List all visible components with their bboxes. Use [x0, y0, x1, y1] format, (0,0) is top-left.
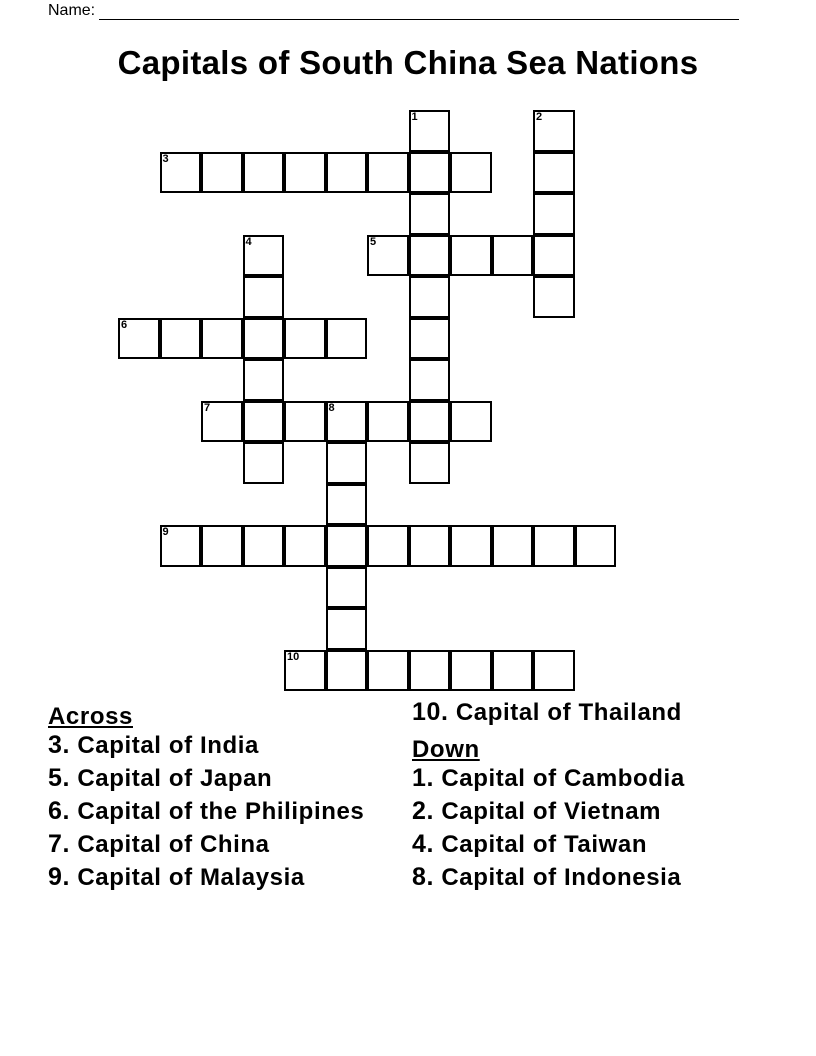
grid-cell[interactable]: [409, 152, 451, 194]
clue-number: 9.: [48, 863, 71, 891]
clue-number: 3.: [48, 731, 71, 759]
clue-text: Capital of Taiwan: [441, 831, 648, 858]
grid-cell[interactable]: [160, 318, 202, 360]
grid-cell[interactable]: [243, 276, 285, 318]
grid-cell[interactable]: [243, 152, 285, 194]
grid-cell[interactable]: [326, 401, 368, 443]
grid-cell[interactable]: [284, 318, 326, 360]
clue-item: [48, 832, 388, 857]
grid-cell[interactable]: [326, 650, 368, 692]
grid-cell[interactable]: [409, 359, 451, 401]
clue-text: Capital of Indonesia: [441, 864, 682, 891]
grid-cell[interactable]: [492, 235, 534, 277]
grid-cell[interactable]: [243, 235, 285, 277]
name-label: Name:: [48, 2, 96, 19]
grid-cell[interactable]: [409, 650, 451, 692]
clue-number: 7.: [48, 830, 71, 858]
clue-number: 10.: [412, 698, 449, 726]
grid-cell[interactable]: [284, 650, 326, 692]
clue-item: [48, 799, 388, 824]
clue-number-label: 9: [162, 526, 169, 538]
grid-cell[interactable]: [284, 152, 326, 194]
grid-cell[interactable]: [533, 152, 575, 194]
clue-text: Capital of Malaysia: [77, 864, 305, 891]
grid-cell[interactable]: [367, 525, 409, 567]
grid-cell[interactable]: [367, 401, 409, 443]
grid-cell[interactable]: [284, 525, 326, 567]
grid-cell[interactable]: [243, 318, 285, 360]
clue-number: 6.: [48, 797, 71, 825]
clue-item: [48, 766, 388, 791]
clue-number: 5.: [48, 764, 71, 792]
grid-cell[interactable]: [326, 608, 368, 650]
grid-cell[interactable]: [409, 235, 451, 277]
grid-cell[interactable]: [326, 152, 368, 194]
grid-cell[interactable]: [409, 401, 451, 443]
clue-number-label: 5: [370, 235, 377, 248]
clue-number-label: 1: [411, 111, 418, 123]
clue-number: 1.: [412, 764, 435, 792]
grid-cell[interactable]: [409, 110, 451, 152]
clue-number: 4.: [412, 830, 435, 858]
grid-cell[interactable]: [201, 401, 243, 443]
clues-left-column: [48, 700, 388, 898]
grid-cell[interactable]: [160, 152, 202, 194]
across-clue-list: [48, 733, 388, 890]
clue-number-label: 7: [204, 401, 211, 414]
clue-item: [48, 733, 388, 758]
grid-cell[interactable]: [533, 235, 575, 277]
grid-cell[interactable]: [243, 442, 285, 484]
grid-cell[interactable]: [409, 525, 451, 567]
grid-cell[interactable]: [326, 525, 368, 567]
clues-right-column: [412, 700, 792, 898]
page-title: Capitals of South China Sea Nations: [117, 44, 699, 81]
clue-text: Capital of Vietnam: [441, 798, 662, 825]
grid-cell[interactable]: [450, 525, 492, 567]
clue-number-label: 2: [536, 111, 543, 123]
grid-cell[interactable]: [243, 359, 285, 401]
clue-number-label: 4: [245, 235, 252, 248]
grid-cell[interactable]: [409, 276, 451, 318]
clue-text: Capital of China: [77, 831, 270, 858]
grid-cell[interactable]: [367, 152, 409, 194]
grid-cell[interactable]: [533, 276, 575, 318]
grid-cell[interactable]: [326, 318, 368, 360]
grid-cell[interactable]: [533, 110, 575, 152]
grid-cell[interactable]: [160, 525, 202, 567]
grid-cell[interactable]: [326, 442, 368, 484]
clue-item: [412, 700, 792, 725]
grid-cell[interactable]: [201, 152, 243, 194]
clue-text: Capital of India: [77, 732, 259, 759]
grid-cell[interactable]: [367, 650, 409, 692]
clue-item: [48, 865, 388, 890]
down-clue-list: [412, 766, 792, 890]
clue-item: [412, 766, 792, 791]
grid-cell[interactable]: [492, 525, 534, 567]
grid-cell[interactable]: [575, 525, 617, 567]
clue-text: Capital of Cambodia: [441, 765, 685, 792]
clue-item: [412, 832, 792, 857]
grid-cell[interactable]: [326, 484, 368, 526]
clue-item: [412, 799, 792, 824]
grid-cell[interactable]: [326, 567, 368, 609]
grid-cell[interactable]: [450, 650, 492, 692]
grid-cell[interactable]: [409, 442, 451, 484]
grid-cell[interactable]: [284, 401, 326, 443]
grid-cell[interactable]: [533, 650, 575, 692]
clue-text: Capital of Japan: [77, 765, 273, 792]
clue-text: Capital of the Philipines: [77, 798, 365, 825]
grid-cell[interactable]: [367, 235, 409, 277]
grid-cell[interactable]: [533, 525, 575, 567]
grid-cell[interactable]: [243, 525, 285, 567]
grid-cell[interactable]: [492, 650, 534, 692]
grid-cell[interactable]: [201, 525, 243, 567]
clue-number-label: 8: [328, 401, 335, 414]
clue-number: 2.: [412, 797, 435, 825]
clue-number-label: 3: [162, 152, 169, 165]
grid-cell[interactable]: [450, 152, 492, 194]
grid-cell[interactable]: [201, 318, 243, 360]
grid-cell[interactable]: [409, 193, 451, 235]
grid-cell[interactable]: [533, 193, 575, 235]
across-heading: Across: [48, 703, 133, 730]
clue-number-label: 6: [121, 318, 128, 331]
clue-item: [412, 865, 792, 890]
clue-number: 8.: [412, 863, 435, 891]
grid-cell[interactable]: [450, 235, 492, 277]
across-clue-list-continued: [412, 700, 792, 725]
clue-text: Capital of Thailand: [455, 699, 682, 726]
grid-cell[interactable]: [409, 318, 451, 360]
grid-cell[interactable]: [118, 318, 160, 360]
clue-number-label: 10: [287, 650, 300, 663]
down-heading: Down: [412, 736, 480, 763]
grid-cell[interactable]: [243, 401, 285, 443]
grid-cell[interactable]: [450, 401, 492, 443]
